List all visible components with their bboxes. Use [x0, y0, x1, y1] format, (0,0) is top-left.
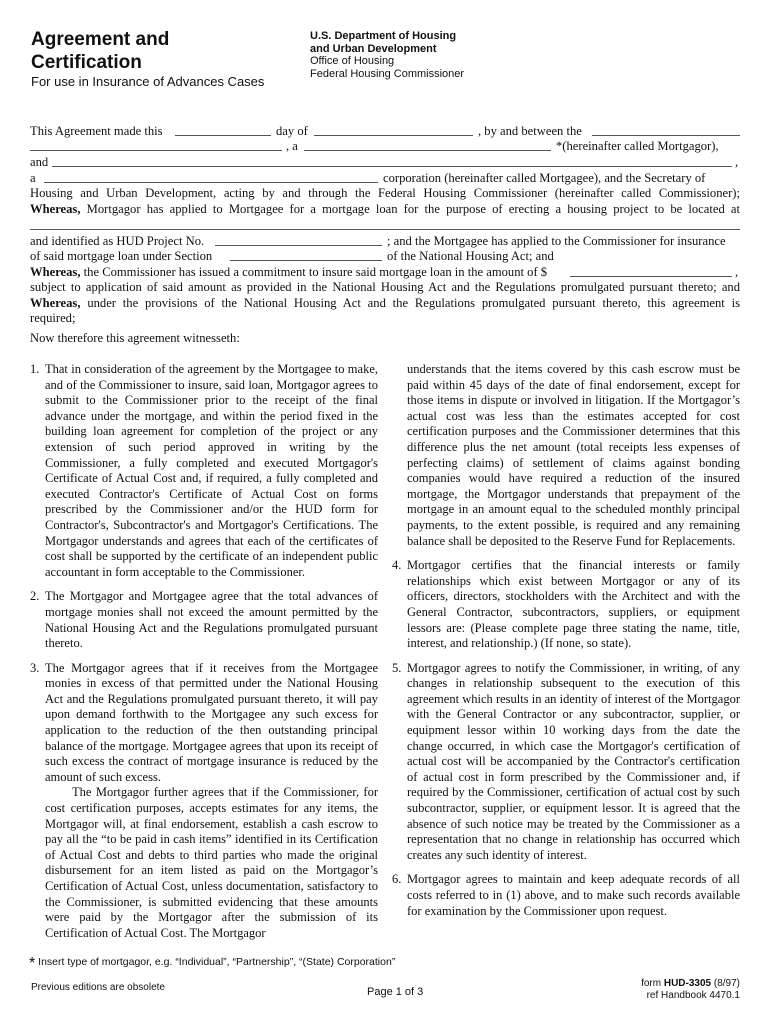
corporation-label: corporation (hereinafter called Mortgagee), and the Secretary of [383, 171, 706, 185]
clause-4-text: Mortgagor certifies that the financial interests or family relationships which exist between Mortgagor or any of its officers, directors, stockholders with the Architect and with the General Contractor, subcontractors, suppliers, or equipment lessors are: (Please complete page three stating the name, title, interest, and relationship.) (If none, so state). [407, 558, 740, 651]
whereas-3-label: Whereas, [30, 296, 81, 310]
clause-3-number: 3. [30, 660, 40, 675]
form-subtitle: For use in Insurance of Advances Cases [31, 74, 265, 89]
clause-5 [392, 661, 740, 864]
trailing-comma-2: , [735, 265, 739, 279]
required-label: required; [30, 311, 76, 325]
clause-3-text: The Mortgagor agrees that if it receives from the Mortgagee monies in excess of that permitted under the National Housing Act and the Regulations promulgated pursuant thereto, it will pay upon demand forthwith to the Mortgagee any such excess for application to the reduction of the then outstanding principal balance of the mortgage. Mortgagee agrees that upon its receipt of such excess the contract of mortgage insurance is reduced by the amount of such excess. [45, 660, 378, 784]
whereas-1-line [30, 202, 740, 216]
loan-amount-field[interactable] [570, 276, 732, 277]
whereas-2-text: the Commissioner has issued a commitment to insure said mortgage loan in the amount of $ [83, 265, 548, 279]
agreement-day-field[interactable] [175, 135, 271, 136]
clause-4-number: 4. [392, 558, 402, 573]
clauses-right-column [392, 362, 740, 928]
mortgagee-name-field[interactable] [52, 166, 732, 167]
form-date: (8/97) [713, 978, 740, 989]
clause-6-number: 6. [392, 872, 402, 887]
title-line-2: Certification [31, 52, 142, 73]
project-location-field[interactable] [30, 229, 740, 230]
whereas-2-line [30, 265, 547, 279]
called-mortgagor-label: *(hereinafter called Mortgagor), [556, 139, 719, 153]
form-number-line [641, 978, 740, 990]
footnote-text: Insert type of mortgagor, e.g. “Individual”, “Partnership”, “(State) Corporation” [38, 956, 396, 968]
form-title [31, 28, 169, 74]
clause-1-text: That in consideration of the agreement by the Mortgagee to make, and of the Commissioner to insure, said loan, Mortgagor agrees to submit to the Commissioner prior to the receipt of the final advance under the mortgage, and within the period fixed in the building loan agreement for completion of the project or any extension of such period approved in writing by the Commissioner, a fully completed and executed Mortgagor's Certificate of Actual Cost and, if required, a fully completed and executed Contractor's Certificate of Actual Cost on forms prescribed by the Commissioner and/or the HUD form for Contractor's, Subcontractor's and Mortgagor's Certifications. The Mortgagor understands and agrees that each of the certificates of cost shall be supported by the certificate of an independent public accountant in form acceptable to the Commissioner. [45, 362, 378, 579]
form-label: form [641, 978, 662, 989]
clause-5-text: Mortgagor agrees to notify the Commissioner, in writing, of any changes in relationship subsequent to the execution of this agreement which results in an identity of interest of the Mortgagor with the General Contractor or any subcontractor, supplier, or equipment lessor within 10 working days from the date the change occurred, in which case the Mortgagor's certification of actual cost will be accompanied by the Contractor's certification of actual cost in form prescribed by the Commissioner and, if required by the Commissioner, certification of actual cost by such subcontractor, supplier, or equipment lessor. It is agreed that the absence of such notice may be treated by the Commissioner as a representation that no change in relationship has occurred which creates any such identity of interest. [407, 660, 740, 862]
agency-line-3: Office of Housing [310, 55, 395, 67]
form-number-block [641, 978, 740, 1002]
section-field[interactable] [230, 260, 382, 261]
project-no-label: and identified as HUD Project No. [30, 234, 205, 248]
clause-3-text-2: The Mortgagor further agrees that if the Commissioner, for cost certification purposes, accepts estimates for any items, the Mortgagor will, at final endorsement, establish a cash escrow to pay all the “to be paid in cash items” identified in its Certification of Actual Cost and debts to third parties who made the original disbursement for an item listed as paid on the Mortgagor’s Certification of Actual Cost, unless documentation, satisfactory to the Commissioner, is submitted evidencing that these amounts were paid by the Mortgagor after the submission of its Certification of Actual Cost. The Mortgagor [45, 785, 378, 940]
handbook-ref: ref Handbook 4470.1 [646, 990, 740, 1001]
trailing-comma: , [735, 155, 739, 169]
title-line-1: Agreement and [31, 29, 170, 50]
whereas-1-label: Whereas, [30, 202, 81, 216]
clause-6-text: Mortgagor agrees to maintain and keep adequate records of all costs referred to in (1) above, and to make such records available for examination by the Commissioner upon request. [407, 872, 740, 918]
mortgagor-name-field-cont[interactable] [30, 150, 282, 151]
agreement-month-field[interactable] [314, 135, 473, 136]
whereas-3-text: under the provisions of the National Housing Act and the Regulations promulgated pursuant thereto, this agreement is [87, 296, 740, 310]
page-number: Page 1 of 3 [367, 986, 424, 998]
obsolete-notice: Previous editions are obsolete [31, 982, 165, 993]
clause-2 [30, 589, 378, 651]
mortgagee-state-field[interactable] [44, 182, 378, 183]
footnote-star: * [29, 955, 36, 972]
and-label: and [30, 155, 49, 169]
mortgagor-type-field[interactable] [304, 150, 551, 151]
clause-1-number: 1. [30, 362, 40, 376]
clause-2-number: 2. [30, 589, 40, 604]
a-label: a [30, 171, 36, 185]
witnesseth-label: Now therefore this agreement witnesseth: [30, 331, 240, 345]
subject-line: subject to application of said amount as provided in the National Housing Act and the Regulations promulgated pursuant thereto; and [30, 280, 740, 294]
clause-5-number: 5. [392, 660, 402, 675]
mortgagor-name-field[interactable] [592, 135, 740, 136]
applied-label: ; and the Mortgagee has applied to the Commissioner for insurance [387, 234, 726, 248]
hud-project-no-field[interactable] [215, 245, 382, 246]
footnote [29, 955, 395, 973]
agency-line-4: Federal Housing Commissioner [310, 67, 465, 80]
whereas-2-label: Whereas, [30, 265, 81, 279]
agency-line-2: and Urban Development [310, 42, 437, 55]
clauses-left-column [30, 362, 378, 950]
comma-a-label: , a [286, 139, 298, 153]
clause-1 [30, 362, 378, 580]
clause-4 [392, 558, 740, 652]
whereas-3-line [30, 296, 740, 310]
clause-2-text: The Mortgagor and Mortgagee agree that the total advances of mortgage monies shall not exceed the amount permitted by the National Housing Act and the Regulations promulgated pursuant thereto. [45, 589, 378, 651]
by-and-between-label: , by and between the [478, 124, 582, 138]
day-of-label: day of [276, 124, 308, 138]
hud-line: Housing and Urban Development, acting by and through the Federal Housing Commissioner (hereinafter called Commissioner); [30, 186, 740, 200]
clause-3 [30, 661, 378, 942]
form-id: HUD-3305 [663, 978, 712, 989]
clause-6 [392, 872, 740, 919]
of-said-label: of said mortgage loan under Section [30, 249, 213, 263]
clause-3-continued: understands that the items covered by this cash escrow must be paid within 45 days of the date of final endorsement, except for those items in dispute or involved in litigation. If the Mortgagor’s actual cost was less than the estimates accepted for cost certification purposes and the Commissioner determines that this difference plus the net amount (total receipts less expenses of perfecting claims) of settlement of claims against bonding companies would have required a reduction of the insured mortgage, the Mortgagor understands that prepayment of the mortgage in an amount equal to the scheduled monthly principal payments, to the extent possible, is required and any remaining balance shall be deposited to the Reserve Fund for Replacements. [407, 362, 740, 548]
made-this-label: This Agreement made this [30, 124, 163, 138]
agency-line-1: U.S. Department of Housing [310, 30, 457, 42]
whereas-1-text: Mortgagor has applied to Mortgagee for a mortgage loan for the purpose of erecting a housing project to be located at [86, 202, 741, 216]
of-nha-label: of the National Housing Act; and [387, 249, 554, 263]
agency-block [310, 30, 464, 80]
